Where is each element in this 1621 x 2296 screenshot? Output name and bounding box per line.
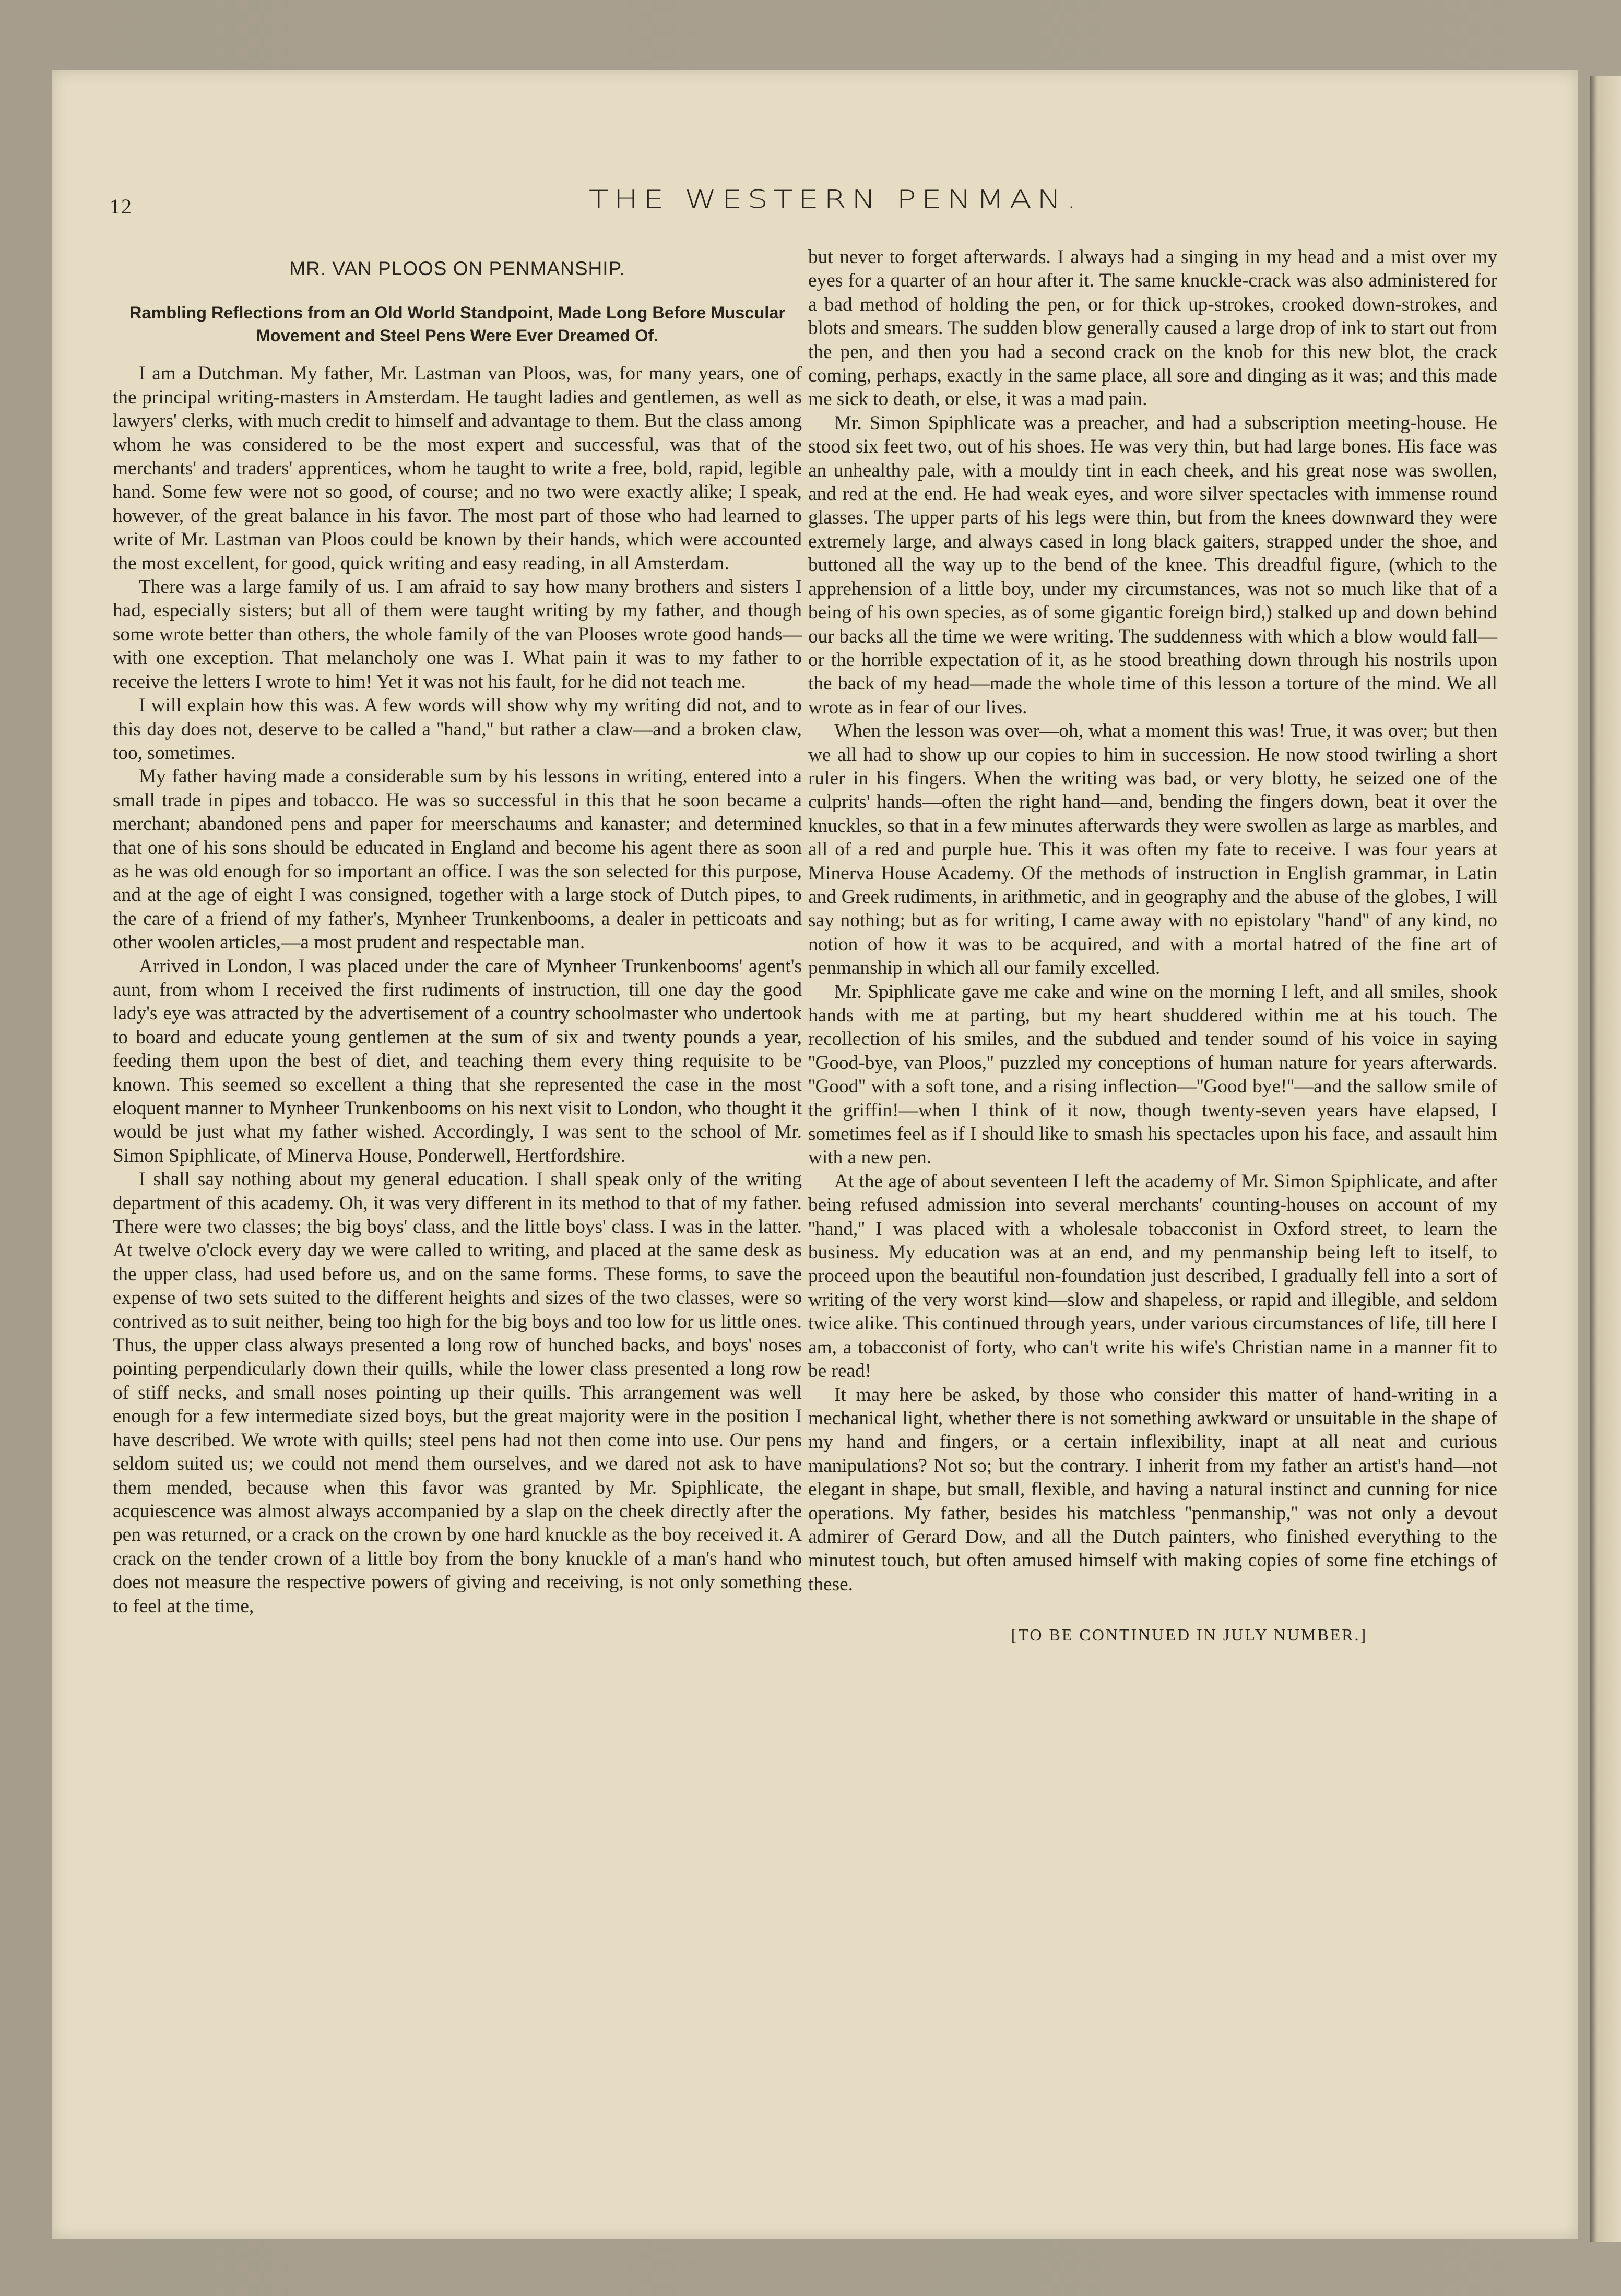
paragraph: It may here be asked, by those who consider this matter of hand-writing in a mechanical light, whether there is not something awkward or unsuitable in the shape of my hand and fingers, or a certain inflexibility, inapt at all neat and curious manipulations? Not so; but the contrary. I inherit from my father an artist's hand—not elegant in shape, but small, flexible, and having a natural instinct and cunning for nice operations. My father, besides his matchless ''penmanship,'' was not only a devout admirer of Gerard Dow, and all the Dutch painters, who finished everything to the minutest touch, but often amused himself with making copies of some fine etchings of these. <box>808 1384 1497 1595</box>
paragraph: Mr. Simon Spiphlicate was a preacher, and had a subscription meeting-house. He stood six feet two, out of his shoes. He was very thin, but had large bones. His face was an unhealthy pale, with a mouldy tint in each cheek, and his great nose was swollen, and red at the end. He had weak eyes, and wore silver spectacles with immense round glasses. The upper parts of his legs were thin, but from the knees downward they were extremely large, and always cased in long black gaiters, strapped under the shoe, and buttoned all the way up to the bend of the knee. This dreadful figure, (which to the apprehension of a little boy, under my circumstances, was not so much like that of a being of his own species, as of some gigantic foreign bird,) stalked up and down behind our backs all the time we were writing. The suddenness with which a blow would fall—or the horrible expectation of it, as he stood breathing down through his nostrils upon the back of my head—made the whole time of this lesson a torture of the mind. We all wrote as in fear of our lives. <box>808 412 1497 718</box>
left-column <box>113 245 802 1618</box>
right-column <box>808 245 1497 1647</box>
paragraph: When the lesson was over—oh, what a moment this was! True, it was over; but then we all had to show up our copies to him in succession. He now stood twirling a short ruler in his fingers. When the writing was bad, or very blotty, he seized one of the culprits' hands—often the right hand—and, bending the fingers down, beat it over the knuckles, so that in a few minutes afterwards they were swollen as large as marbles, and all of a red and purple hue. This it was often my fate to receive. I was four years at Minerva House Academy. Of the methods of instruction in English grammar, in Latin and Greek rudiments, in arithmetic, and in geography and the abuse of the globes, I will say nothing; but as for writing, I came away with no epistolary ''hand'' of any kind, no notion of how it was to be acquired, and with a mortal hatred of the fine art of penmanship in which all our family excelled. <box>808 720 1497 979</box>
continued-note: [TO BE CONTINUED IN JULY NUMBER.] <box>1011 1625 1368 1645</box>
paragraph: I will explain how this was. A few words will show why my writing did not, and to this day does not, deserve to be called a ''hand,'' but rather a claw—and a broken claw, too, sometimes. <box>113 695 802 764</box>
page-number: 12 <box>110 195 133 218</box>
article-title: MR. VAN PLOOS ON PENMANSHIP. <box>289 258 625 279</box>
paragraph: At the age of about seventeen I left the academy of Mr. Simon Spiphlicate, and after being refused admission into several merchants' counting-houses on account of my ''hand,'' I was placed with a wholesale tobacconist in Oxford street, to learn the business. My education was at an end, and my penmanship being left to itself, to proceed upon the beautiful non-foundation just described, I gradually fell into a sort of writing of the very worst kind—slow and shapeless, or rapid and illegible, and seldom twice alike. This continued through years, under various circumstances of life, till here I am, a tobacconist of forty, who can't write his wife's Christian name in a manner fit to be read! <box>808 1170 1497 1382</box>
paragraph: My father having made a considerable sum by his lessons in writing, entered into a small trade in pipes and tobacco. He was so successful in this that he soon became a merchant; abandoned pens and paper for meerschaums and kanaster; and determined that one of his sons should be educated in England and become his agent there as soon as he was old enough for so important an office. I was the son selected for this purpose, and at the age of eight I was consigned, together with a large stock of Dutch pipes, to the care of a friend of my father's, Mynheer Trunkenbooms, a dealer in petticoats and other woolen articles,—a most prudent and respectable man. <box>113 766 802 954</box>
paragraph-continued: but never to forget afterwards. I always had a singing in my head and a mist over my eyes for a quarter of an hour after it. The same knuckle-crack was also administered for a bad method of holding the pen, or for thick up-strokes, crooked down-strokes, and blots and smears. The sudden blow generally caused a large drop of ink to start out from the pen, and then you had a second crack on the knob for this new blot, the crack coming, perhaps, exactly in the same place, all sore and dinging as it was; and this made me sick to death, or else, it was a mad pain. <box>808 246 1497 410</box>
next-page-edge <box>1590 76 1621 2242</box>
paragraph: There was a large family of us. I am afraid to say how many brothers and sisters I had, especially sisters; but all of them were taught writing by my father, and though some wrote better than others, the whole family of the van Plooses wrote good hands—with one exception. That melancholy one was I. What pain it was to my father to receive the letters I wrote to him! Yet it was not his fault, for he did not teach me. <box>113 576 802 693</box>
article-subtitle: Rambling Reflections from an Old World Standpoint, Made Long Before Muscular Movement and Steel Pens Were Ever Dreamed Of. <box>129 303 786 346</box>
paragraph: Mr. Spiphlicate gave me cake and wine on the morning I left, and all smiles, shook hands with me at parting, but my heart shuddered within me at his touch. The recollection of his smiles, and the subdued and tender sound of his voice in saying ''Good-bye, van Ploos,'' puzzled my conceptions of human nature for years afterwards. ''Good'' with a soft tone, and a rising inflection—''Good bye!''—and the sallow smile of the griffin!—when I think of it now, though twenty-seven years have elapsed, I sometimes feel as if I should like to smash his spectacles upon his face, and assault him with a new pen. <box>808 981 1497 1169</box>
paragraph: I am a Dutchman. My father, Mr. Lastman van Ploos, was, for many years, one of the principal writing-masters in Amsterdam. He taught ladies and gentlemen, as well as lawyers' clerks, with much credit to himself and advantage to them. But the class among whom he was considered to be the most expert and successful, was that of the merchants' and traders' apprentices, whom he taught to write a free, bold, rapid, legible hand. Some few were not so good, of course; and no two were exactly alike; I speak, however, of the great balance in his favor. The most part of those who had learned to write of Mr. Lastman van Ploos could be known by their hands, which were accounted the most excellent, for good, quick writing and easy reading, in all Amsterdam. <box>113 363 802 574</box>
paragraph: Arrived in London, I was placed under the care of Mynheer Trunkenbooms' agent's aunt, from whom I received the first rudiments of instruction, till one day the good lady's eye was attracted by the advertisement of a country schoolmaster who undertook to board and educate young gentlemen at the sum of six and twenty pounds a year, feeding them upon the best of diet, and teaching them every thing requisite to be known. This seemed so excellent a thing that she represented the case in the most eloquent manner to Mynheer Trunkenbooms on his next visit to London, who thought it would be just what my father wished. Accordingly, I was sent to the school of Mr. Simon Spiphlicate, of Minerva House, Ponderwell, Hertfordshire. <box>113 955 802 1167</box>
running-head: THE WESTERN PENMAN. <box>588 184 1082 214</box>
paragraph: I shall say nothing about my general education. I shall speak only of the writing department of this academy. Oh, it was very different in its method to that of my father. There were two classes; the big boys' class, and the little boys' class. I was in the latter. At twelve o'clock every day we were called to writing, and placed at the same desk as the upper class, had used before us, and on the same forms. These forms, to save the expense of two sets suited to the different heights and sizes of the two classes, were so contrived as to suit neither, being too high for the big boys and too low for us little ones. Thus, the upper class always presented a long row of hunched backs, and boys' noses pointing perpendicularly down their quills, while the lower class presented a long row of stiff necks, and small noses pointing up their quills. This arrangement was well enough for a few intermediate sized boys, but the great majority were in the position I have described. We wrote with quills; steel pens had not then come into use. Our pens seldom suited us; we could not mend them ourselves, and we dared not ask to have them mended, because when this favor was granted by Mr. Spiphlicate, the acquiescence was almost always accompanied by a slap on the cheek directly after the pen was returned, or a crack on the crown by one hard knuckle as the boy received it. A crack on the tender crown of a little boy from the bony knuckle of a man's hand who does not measure the respective powers of giving and receiving, is not only something to feel at the time, <box>113 1169 802 1617</box>
